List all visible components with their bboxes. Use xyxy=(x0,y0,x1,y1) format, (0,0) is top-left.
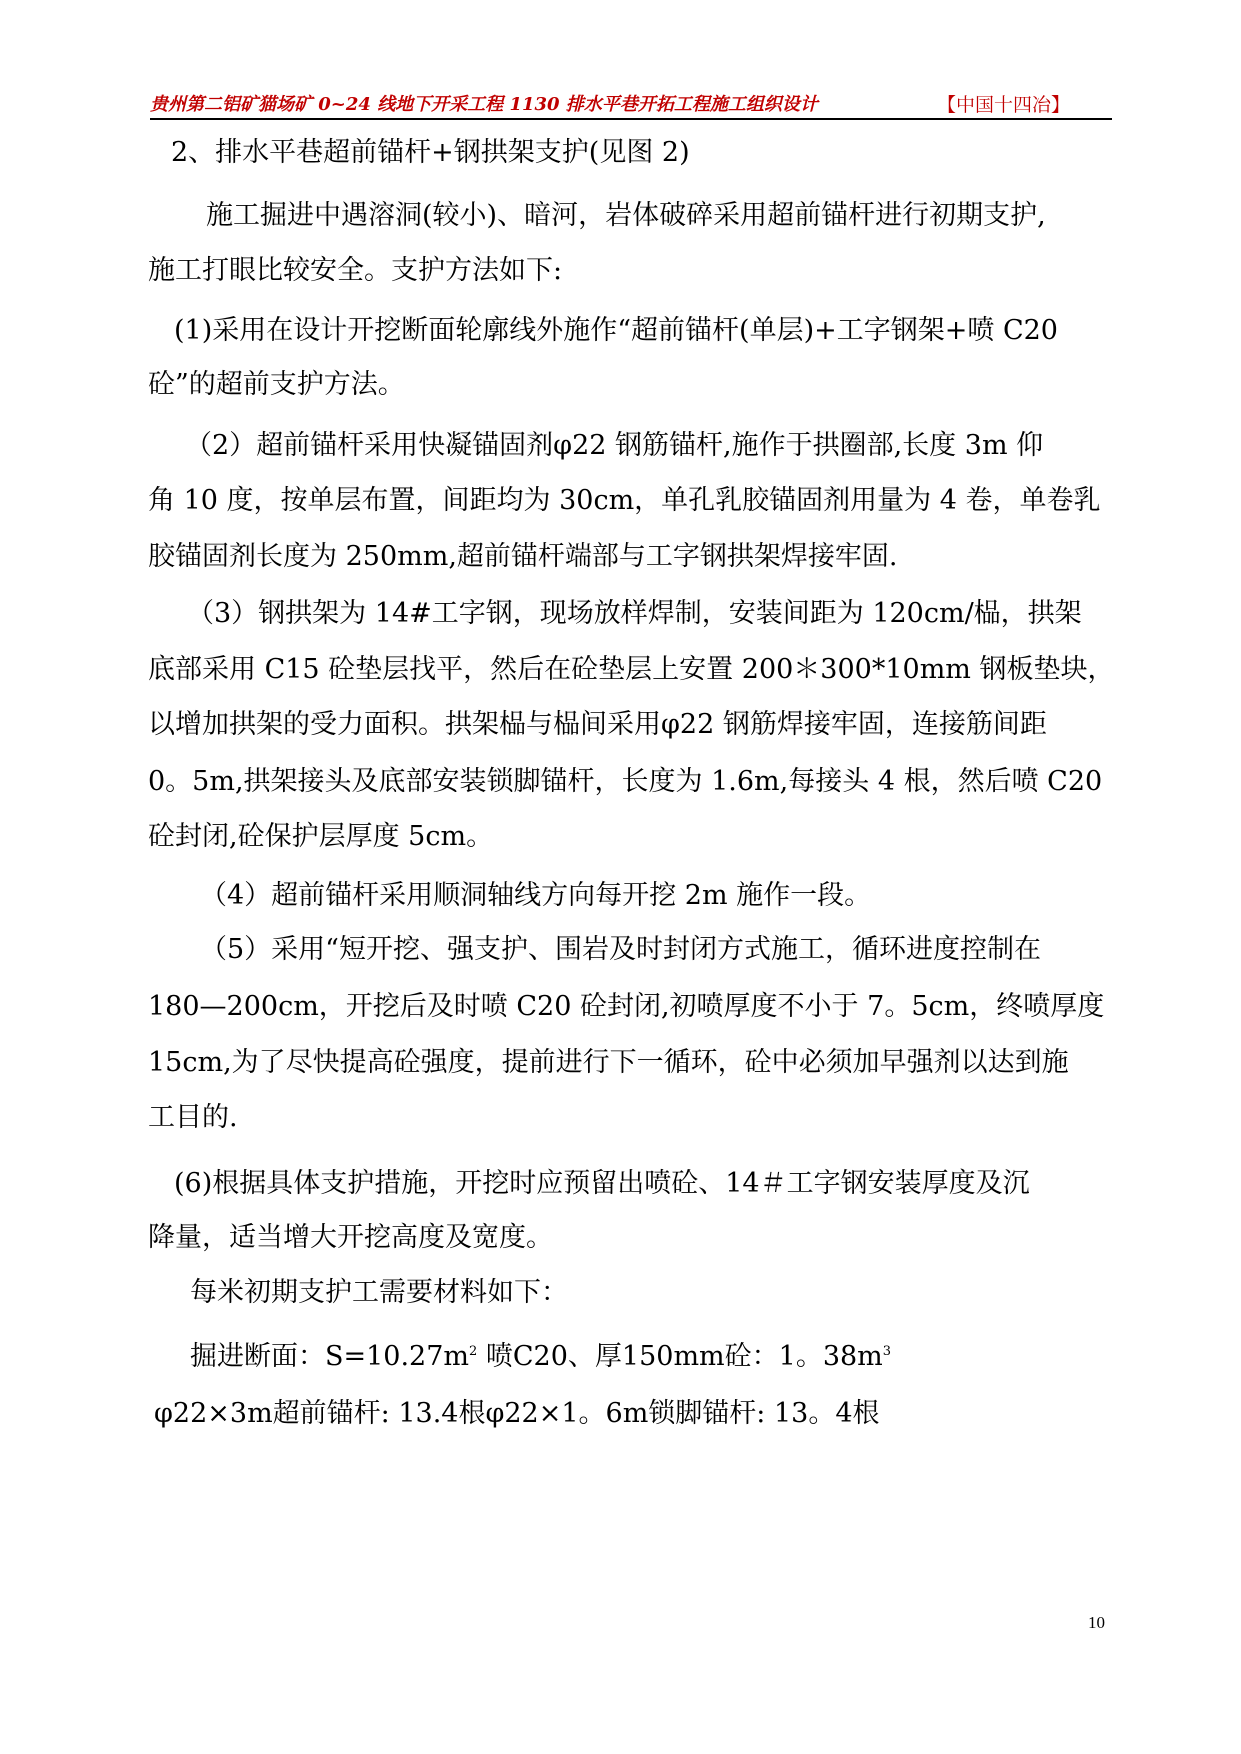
paragraph-line: （5）采用“短开挖、强支护、围岩及时封闭方式施工，循环进度控制在 xyxy=(200,934,1041,965)
paragraph-line: 以增加拱架的受力面积。拱架榀与榀间采用φ22 钢筋焊接牢固，连接筋间距 xyxy=(148,709,1047,740)
header-title: 贵州第二铝矿猫场矿 0~24 线地下开采工程 1130 排水平巷开拓工程施工组织设计 xyxy=(150,94,818,115)
paragraph-line: 180—200cm，开挖后及时喷 C20 砼封闭,初喷厚度不小于 7。5cm，终喷厚度 xyxy=(148,991,1105,1022)
paragraph-line: (6)根据具体支护措施，开挖时应预留出喷砼、14＃工字钢安装厚度及沉 xyxy=(174,1168,1030,1199)
paragraph-line: （3）钢拱架为 14#工字钢，现场放样焊制，安装间距为 120cm/榀，拱架 xyxy=(187,598,1082,629)
materials-excavation-line xyxy=(190,1339,891,1375)
paragraph-line: （2）超前锚杆采用快凝锚固剂φ22 钢筋锚杆,施作于拱圈部,长度 3m 仰 xyxy=(185,430,1044,461)
header-divider xyxy=(150,118,1112,120)
excavation-text: 掘进断面：S=10.27m xyxy=(190,1341,470,1372)
page-number: 10 xyxy=(1088,1613,1105,1632)
materials-bolts-line: φ22×3m超前锚杆: 13.4根φ22×1。6m锁脚锚杆: 13。4根 xyxy=(154,1398,880,1429)
page-header xyxy=(150,90,1110,120)
paragraph-line: 降量，适当增大开挖高度及宽度。 xyxy=(148,1222,553,1253)
paragraph-line: 砼封闭,砼保护层厚度 5cm。 xyxy=(148,821,494,852)
paragraph-line: (1)采用在设计开挖断面轮廓线外施作“超前锚杆(单层)+工字钢架+喷 C20 xyxy=(174,315,1058,346)
paragraph-line: 角 10 度，按单层布置，间距均为 30cm，单孔乳胶锚固剂用量为 4 卷，单卷乳 xyxy=(148,485,1101,516)
paragraph-line: 施工掘进中遇溶洞(较小)、暗河，岩体破碎采用超前锚杆进行初期支护, xyxy=(206,200,1046,231)
paragraph-line: 砼”的超前支护方法。 xyxy=(148,369,405,400)
superscript-3: 3 xyxy=(882,1344,892,1359)
paragraph-line: 施工打眼比较安全。支护方法如下: xyxy=(148,255,563,286)
paragraph-line: 工目的. xyxy=(148,1102,238,1133)
paragraph-line: 0。5m,拱架接头及底部安装锁脚锚杆，长度为 1.6m,每接头 4 根，然后喷 C20 xyxy=(148,766,1103,797)
paragraph-line: 每米初期支护工需要材料如下： xyxy=(190,1277,568,1308)
superscript-2: 2 xyxy=(469,1344,478,1359)
paragraph-line: 底部采用 C15 砼垫层找平，然后在砼垫层上安置 200＊300*10mm 钢板垫块， xyxy=(148,654,1115,685)
header-organization: 【中国十四冶】 xyxy=(936,94,1070,116)
paragraph-line: 15cm,为了尽快提高砼强度，提前进行下一循环，砼中必须加早强剂以达到施 xyxy=(148,1047,1069,1078)
paragraph-line: （4）超前锚杆采用顺洞轴线方向每开挖 2m 施作一段。 xyxy=(200,880,872,911)
paragraph-line: 胶锚固剂长度为 250mm,超前锚杆端部与工字钢拱架焊接牢固. xyxy=(148,541,898,572)
shotcrete-text: 喷C20、厚150mm砼：1。38m xyxy=(477,1341,883,1372)
section-heading: 2、排水平巷超前锚杆+钢拱架支护(见图 2) xyxy=(171,137,690,168)
